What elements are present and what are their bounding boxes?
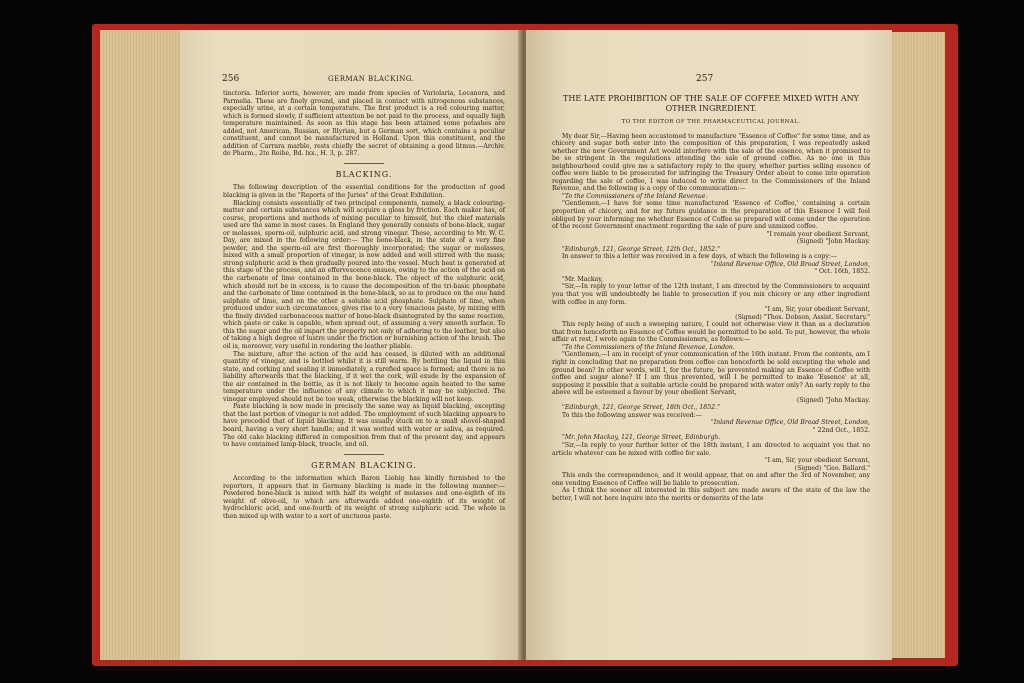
left-page-edges bbox=[100, 30, 185, 660]
paragraph: "Mr. John Mackay, 121, George Street, Edinburgh. bbox=[562, 434, 721, 442]
paragraph: "Sir,—In reply to your further letter of the 18th instant, I am directed to acquaint you that no article whatever can be mixed with coffee for sale. bbox=[552, 441, 870, 457]
paragraph: Paste blacking is now made in precisely the same way as liquid blacking, excepting that the last portion of vinegar is not added. The employment of such blacking appears to have preceded that of liquid blacking. It was usually stuck on to a small shovel-shaped board, having a very short handle; and it was wetted with water or saliva, as required. The old cake blacking differed in composition from that of the present day, and appears to have contained lamp-black, treacle, and oil. bbox=[223, 403, 505, 449]
right-page-text bbox=[552, 94, 870, 502]
paragraph: Blacking consists essentially of two principal components, namely, a black colouring-matter and certain substances which will acquire a gloss by friction. Each maker has, of course, proportions and methods of mixing peculiar to himself, but the chief materials used are the same in most cases. In England they generally consists of bone-black, sugar or molasses, sperm-oil, sulphuric acid, and strong vinegar. These, according to Mr. W. C. Day, are mixed in the following order:— The bone-black, in the state of a very fine powder, and the sperm-oil are first thoroughly incorporated; the sugar or molasses, mixed with a small proportion of vinegar, is now added and well stirred with the mass; strong sulphuric acid is then gradually poured into the vessel. Much heat is generated at this stage of the process, and an effervescence ensues, owing to the action of the acid on the carbonate of lime contained in the bone-black. The object of the sulphuric acid, which should not be in excess, is to cause the decomposition of the tri-basic phosphate and the carbonate of lime contained in the bone-black, so as to produce on the one hand sulphate of lime, and on the other a soluble acid phosphate. Sulphate of lime, when produced under such circumstances, gives rise to a very tenacious paste, by mixing with the finely divided carbonaceous matter of bone-black disintegrated by the same reaction, which paste or cake is capable, when spread out, of assuming a very smooth surface. To this the sugar and the oil impart the property not only of adhering to the leather, but also of taking a high degree of lustre under the friction or burnishing action of the brush. The oil is, moreover, very useful in rendering the leather pliable. bbox=[223, 199, 505, 350]
section-heading: GERMAN BLACKING. bbox=[311, 460, 417, 470]
paragraph: "Sir,—In reply to your letter of the 12th instant, I am directed by the Commissioners to acquaint you that you will undoubtedly be liable to prosecution if you mix chicory or any other ingredient with coffee in any form. bbox=[552, 283, 870, 306]
left-page-text bbox=[223, 90, 505, 520]
paragraph: According to the information which Baron Liebig has kindly furnished to the reporters, it appears that in Germany blacking is made in the following manner:— Powdered bone-black is mixed with half its weight of molasses and one-eighth of its weight of olive-oil, to which are afterwards added one-eighth of its weight of hydrochloric acid, and one-fourth of its weight of strong sulphuric acid. The whole is then mixed up with water to a sort of unctuous paste. bbox=[223, 475, 505, 520]
paragraph: "I remain your obedient Servant, bbox=[766, 230, 870, 238]
paragraph: "I am, Sir, your obedient Servant, bbox=[764, 457, 870, 465]
page-number: 256 bbox=[222, 74, 240, 84]
divider bbox=[344, 163, 384, 164]
paragraph: "To the Commissioners of the Inland Revenue. bbox=[562, 192, 708, 200]
left-page bbox=[180, 30, 523, 660]
paragraph: "Gentlemen,—I have for some time manufactured 'Essence of Coffee,' containing a certain proportion of chicory, and for my future guidance in the preparation of this Essence I will feel obliged by your informing me whether Essence of Coffee so prepared will come under the operation of the recent Government enactment regarding the sale of pure and unmixed coffee. bbox=[552, 200, 870, 231]
paragraph: (Signed) "John Mackay. bbox=[796, 238, 870, 246]
paragraph: My dear Sir,—Having been accustomed to manufacture "Essence of Coffee" for some time, and as chicory and sugar both enter into the composition of this preparation, I was repeatedly asked whether the new Government Act would interfere with the sale of the essence, when it promised to be so stringent in the regulations attending the sale of ground coffee. As no one in this neighbourhood could give me a satisfactory reply to the query, whether parties selling essence of coffee were liable to be prosecuted for infringing the Treasury Order about to come into operation regarding the sale of coffee, I was induced to write direct to the Commissioners of the Inland Revenue, and the following is a copy of the communication:— bbox=[552, 132, 870, 193]
paragraph: (Signed) "John Mackay. bbox=[796, 396, 870, 404]
paragraph: This ends the correspondence, and it would appear, that on and after the 3rd of November, any one vending Essence of Coffee will be liable to prosecution. bbox=[552, 472, 870, 487]
article-title: THE LATE PROHIBITION OF THE SALE OF COFFEE MIXED WITH ANY OTHER INGREDIENT. bbox=[563, 94, 859, 113]
paragraph: "I am, Sir, your obedient Servant, bbox=[764, 306, 870, 314]
page-number: 257 bbox=[696, 74, 714, 84]
right-page-edges bbox=[885, 32, 945, 658]
paragraph: This reply being of such a sweeping nature, I could not otherwise view it than as a declaration that from henceforth no Essence of Coffee would be permitted to be sold. To put, however, the whole affair at rest, I wrote again to the Commissioners, as follows:— bbox=[552, 321, 870, 344]
paragraph: "To the Commissioners of the Inland Revenue, London. bbox=[562, 343, 735, 351]
paragraph: "Edinburgh, 121, George Street, 18th Oct., 1852." bbox=[562, 404, 720, 412]
paragraph: "Edinburgh, 121, George Street, 12th Oct., 1852." bbox=[562, 245, 720, 253]
paragraph: tinctoria. Inferior sorts, however, are made from species of Variolaria, Lecanora, and Parmelia. These are finely ground, and placed in contact with nitrogenous substances, especially urine, at a certain temperature. The first product is a red colouring matter, which is formed slowly, if sufficient attention be not paid to the process, and equally high temperature maintained. As soon as this stage has been attained some potashes are added, not American, Russian, or Illyrian, but a German sort, which contains a peculiar constituent, and cannot be manufactured in Holland. Upon this constituent, and the addition of Carrara marble, rests chiefly the secret of obtaining a good litmus.—Archiv. de Pharm., 2te Reihe, Bd. lxx., H. 3, p. 287. bbox=[223, 90, 505, 158]
paragraph: As I think the sooner all interested in this subject are made aware of the state of the law the better, I will not here inquire into the merits or demerits of the late bbox=[552, 487, 870, 502]
paragraph: The mixture, after the action of the acid has ceased, is diluted with an additional quantity of vinegar, and is bottled whilst it is still warm. By bottling the liquid in this state, and corking and sealing it immediately, a rarefied space is formed; and there is no liability afterwards that the blacking, if it wet the cork, will exude by the expansion of the air contained in the bottle, as it is not likely to become again heated to the same temperature under the influence of any climate to which it may be subjected. The vinegar employed should not be too weak, otherwise the blacking will not keep. bbox=[223, 350, 505, 403]
paragraph: " 22nd Oct., 1852. bbox=[812, 426, 870, 434]
paragraph: (Signed) "Thos. Dobson, Assist. Secretary." bbox=[735, 313, 870, 321]
paragraph: The following description of the essential conditions for the production of good blacking is given in the "Reports of the Juries" of the Great Exhibition. bbox=[223, 184, 505, 200]
divider bbox=[344, 454, 384, 455]
section-heading: BLACKING. bbox=[335, 169, 393, 179]
paragraph: "Mr. Mackay, bbox=[562, 275, 603, 283]
running-head: GERMAN BLACKING. bbox=[328, 75, 415, 83]
paragraph: "Inland Revenue Office, Old Broad Street, London, bbox=[710, 419, 870, 427]
paragraph: In answer to this a letter was received in a few days, of which the following is a copy:— bbox=[562, 253, 838, 261]
article-subtitle: TO THE EDITOR OF THE PHARMACEUTICAL JOURNAL. bbox=[621, 119, 801, 125]
paragraph: "Gentlemen,—I am in receipt of your communication of the 16th instant. From the contents, am I right in concluding that no preparation from coffee can henceforth be sold excepting the whole and ground bean? In other words, will I, for the future, be prevented making an Essence of Coffee with coffee and sugar alone? If I am thus prevented, will I be permitted to make 'Essence' at all, supposing it possible that a suitable article could be prepared with water only? An early reply to the above will be esteemed a favour by your obedient Servant, bbox=[552, 351, 870, 397]
right-page bbox=[526, 30, 892, 660]
paragraph: (Signed) "Geo. Ballard." bbox=[794, 464, 870, 472]
paragraph: To this the following answer was received:— bbox=[562, 411, 702, 419]
paragraph: "Inland Revenue Office, Old Broad Street, London, bbox=[710, 260, 870, 268]
paragraph: " Oct. 16th, 1852. bbox=[814, 268, 870, 276]
